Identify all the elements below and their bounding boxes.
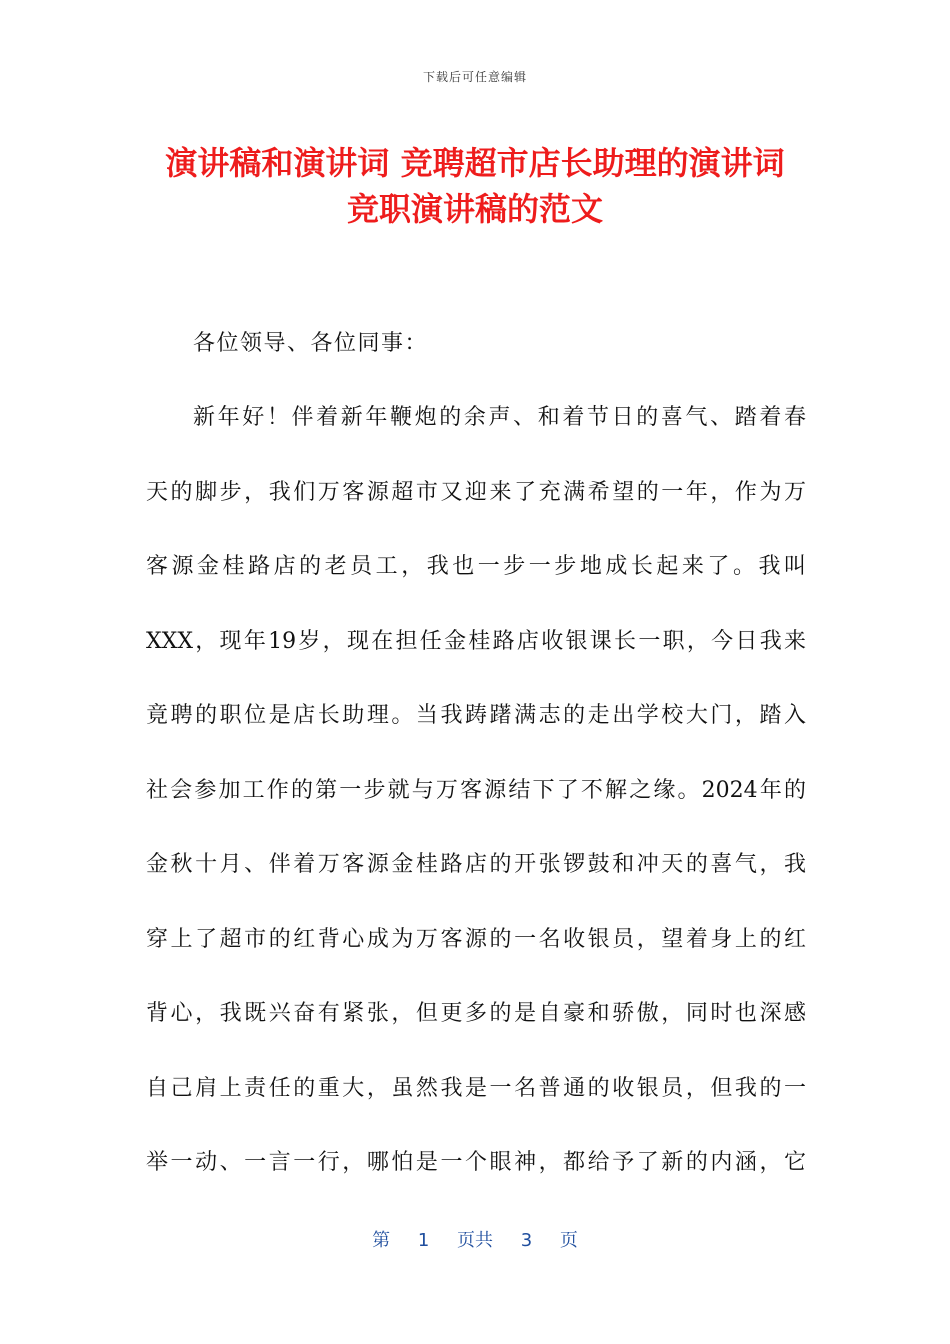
footer-prefix: 第 <box>372 1230 391 1251</box>
title-line-1: 演讲稿和演讲词 竞聘超市店长助理的演讲词 <box>165 144 785 182</box>
paragraph-line: 客源金桂路店的老员工，我也一步一步地成长起来了。我叫 <box>146 554 806 579</box>
paragraph-line: 社会参加工作的第一步就与万客源结下了不解之缘。2024年的 <box>146 777 806 803</box>
header-note: 下载后可任意编辑 <box>422 70 527 84</box>
footer-suffix: 页 <box>559 1230 578 1251</box>
title-line-2: 竞职演讲稿的范文 <box>346 190 603 228</box>
paragraph-line: 天的脚步，我们万客源超市又迎来了充满希望的一年，作为万 <box>146 479 806 505</box>
footer-middle: 页共 <box>457 1230 493 1251</box>
page-footer <box>0 1226 950 1252</box>
paragraph-line: XXX，现年19岁，现在担任金桂路店收银课长一职，今日我来 <box>146 628 806 654</box>
salutation: 各位领导、各位同事： <box>193 331 429 356</box>
paragraph-line: 自己肩上责任的重大，虽然我是一名普通的收银员，但我的一 <box>146 1075 806 1101</box>
paragraph-line: 新年好！伴着新年鞭炮的余声、和着节日的喜气、踏着春 <box>193 405 806 430</box>
paragraph-line: 举一动、一言一行，哪怕是一个眼神，都给予了新的内涵，它 <box>146 1150 806 1175</box>
body-paragraph <box>146 398 806 1218</box>
paragraph-line: 穿上了超市的红背心成为万客源的一名收银员，望着身上的红 <box>146 926 806 952</box>
paragraph-line: 金秋十月、伴着万客源金桂路店的开张锣鼓和冲天的喜气，我 <box>146 852 806 877</box>
footer-current-page: 1 <box>417 1230 430 1251</box>
paragraph-line: 竟聘的职位是店长助理。当我踌躇满志的走出学校大门，踏入 <box>146 703 806 728</box>
document-title <box>100 140 850 232</box>
paragraph-line: 背心，我既兴奋有紧张，但更多的是自豪和骄傲，同时也深感 <box>146 1001 806 1026</box>
footer-total-pages: 3 <box>520 1230 533 1251</box>
